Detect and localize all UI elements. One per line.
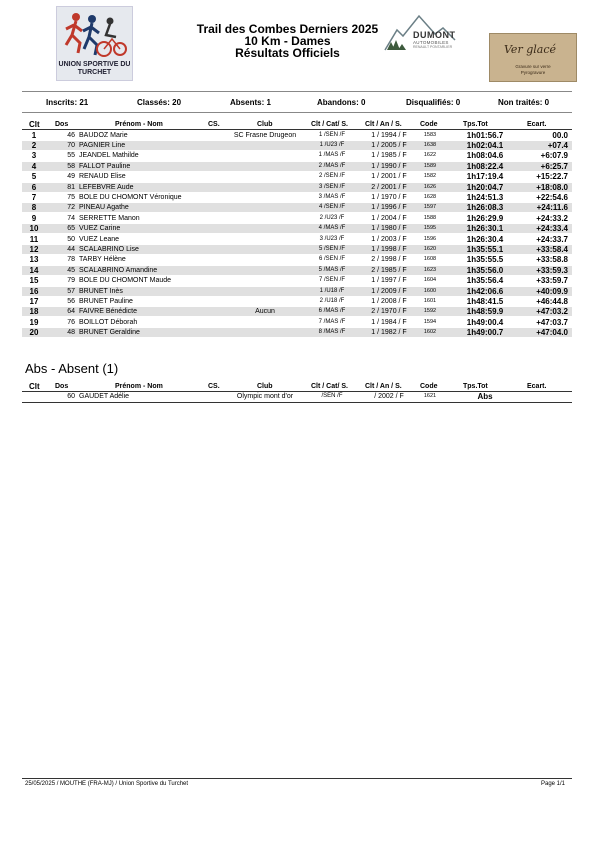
- category-rank-cell: 3 /U23 /F: [319, 235, 345, 242]
- gap-cell: +46:44.8: [536, 296, 568, 306]
- rank-cell: 10: [29, 224, 39, 234]
- col-club: Club: [257, 121, 273, 128]
- rank-cell: 12: [29, 244, 39, 254]
- col-code: Code: [420, 121, 438, 128]
- year-rank-cell: 2 / 2001 / F: [371, 183, 407, 191]
- bib-cell: 57: [67, 287, 75, 295]
- code-cell: 1595: [423, 225, 437, 232]
- gap-cell: +33:58.8: [536, 255, 568, 265]
- code-cell: 1620: [423, 245, 437, 252]
- col-an: Clt / An / S.: [365, 121, 402, 128]
- code-cell: 1604: [423, 277, 437, 284]
- category-rank-cell: 1 /MAS /F: [318, 152, 346, 159]
- gap-cell: +24:33.7: [536, 234, 568, 244]
- table-row: [22, 276, 572, 285]
- name-cell: SERRETTE Manon: [79, 214, 140, 222]
- sponsor-tagline-line2: Pyrogravure: [520, 70, 546, 75]
- gap-cell: +47:03.2: [536, 307, 568, 317]
- gap-cell: +6:25.7: [540, 161, 568, 171]
- code-cell: 1583: [423, 131, 437, 138]
- code-cell: 1602: [423, 329, 437, 336]
- bib-cell: 50: [67, 235, 75, 243]
- race-title: Trail des Combes Derniers 2025: [196, 22, 379, 36]
- name-cell: GAUDET Adélie: [79, 393, 130, 400]
- year-rank-cell: 1 / 2004 / F: [371, 214, 407, 222]
- stat-classes: Classés: 20: [137, 98, 182, 107]
- gap-cell: +15:22.7: [536, 172, 568, 182]
- table-row: [22, 172, 572, 181]
- category-rank-cell: 3 /SEN /F: [318, 183, 345, 190]
- col-gap: Ecart.: [527, 383, 547, 390]
- stat-absents: Absents: 1: [230, 98, 271, 107]
- col-name: Prénom - Nom: [115, 121, 163, 128]
- name-cell: PAGNIER Line: [79, 141, 126, 149]
- category-rank-cell: 6 /MAS /F: [318, 308, 346, 315]
- club-cell: Aucun: [255, 308, 275, 316]
- name-cell: LEFEBVRE Aude: [79, 183, 134, 191]
- time-cell: 1h49:00.7: [466, 328, 504, 338]
- name-cell: BRUNET Inès: [79, 287, 123, 295]
- table-row: [22, 193, 572, 202]
- footer-rule: [22, 778, 572, 779]
- table-row: [22, 224, 572, 233]
- name-cell: BRUNET Geraldine: [79, 329, 140, 337]
- table-row: [22, 328, 572, 337]
- name-cell: FAIVRE Bénédicte: [79, 308, 137, 316]
- year-rank-cell: 1 / 1996 / F: [371, 204, 407, 212]
- bib-cell: 55: [67, 152, 75, 160]
- bib-cell: 78: [67, 256, 75, 264]
- year-rank-cell: / 2002 / F: [374, 393, 404, 400]
- code-cell: 1638: [423, 141, 437, 148]
- col-time: Tps.Tot: [463, 383, 488, 390]
- club-cell: Olympic mont d'or: [236, 393, 294, 400]
- rank-cell: 15: [29, 276, 39, 286]
- footer-info: 25/05/2025 / MOUTHE (FRA-MJ) / Union Sportive du Turchet: [25, 781, 189, 787]
- bib-cell: 76: [67, 318, 75, 326]
- rank-cell: 1: [31, 130, 37, 140]
- results-label: Résultats Officiels: [235, 46, 340, 60]
- sponsor-dumont-sub: AUTOMOBILES: [413, 40, 449, 45]
- time-cell: 1h35:55.1: [466, 244, 504, 254]
- category-rank-cell: 5 /MAS /F: [318, 266, 346, 273]
- bib-cell: 79: [67, 277, 75, 285]
- col-cat: Clt / Cat/ S.: [311, 121, 348, 128]
- time-cell: 1h20:04.7: [466, 182, 504, 192]
- bib-cell: 60: [67, 393, 75, 400]
- rank-cell: 17: [29, 296, 39, 306]
- rank-cell: 2: [31, 140, 37, 150]
- time-cell: 1h26:30.4: [466, 234, 504, 244]
- gap-cell: +24:11.6: [536, 203, 568, 213]
- bib-cell: 58: [67, 162, 75, 170]
- rank-cell: 16: [29, 286, 39, 296]
- gap-cell: +24:33.4: [536, 224, 568, 234]
- year-rank-cell: 1 / 1985 / F: [371, 152, 407, 160]
- gap-cell: +33:59.3: [536, 265, 568, 275]
- year-rank-cell: 1 / 1997 / F: [371, 277, 407, 285]
- club-cell: SC Frasne Drugeon: [233, 131, 297, 139]
- table-row: [22, 255, 572, 264]
- category-rank-cell: 7 /SEN /F: [318, 277, 345, 284]
- table-row: [22, 151, 572, 160]
- table-row: [22, 266, 572, 275]
- name-cell: TARBY Hélène: [79, 256, 126, 264]
- gap-cell: +47:04.0: [536, 328, 568, 338]
- time-cell: 1h35:56.4: [466, 276, 504, 286]
- name-cell: VUEZ Leane: [79, 235, 120, 243]
- name-cell: FALLOT Pauline: [79, 162, 131, 170]
- time-cell: 1h48:41.5: [466, 296, 504, 306]
- category-rank-cell: 1 /U23 /F: [319, 141, 345, 148]
- category-rank-cell: /SEN /F: [321, 393, 343, 399]
- time-cell: 1h17:19.4: [466, 172, 504, 182]
- rank-cell: 6: [31, 182, 37, 192]
- code-cell: 1589: [423, 162, 437, 169]
- rank-cell: 3: [31, 151, 37, 161]
- time-cell: 1h42:06.6: [466, 286, 504, 296]
- year-rank-cell: 1 / 1984 / F: [371, 318, 407, 326]
- year-rank-cell: 1 / 2005 / F: [371, 141, 407, 149]
- gap-cell: +47:03.7: [536, 317, 568, 327]
- bib-cell: 46: [67, 131, 75, 139]
- name-cell: BAUDOZ Marie: [79, 131, 128, 139]
- category-rank-cell: 4 /SEN /F: [318, 204, 345, 211]
- table-row: [22, 318, 572, 327]
- rank-cell: 7: [31, 192, 37, 202]
- year-rank-cell: 1 / 2001 / F: [371, 173, 407, 181]
- time-cell: 1h26:29.9: [466, 213, 504, 223]
- divider: [22, 91, 572, 92]
- code-cell: 1628: [423, 193, 437, 200]
- code-cell: 1622: [423, 152, 437, 159]
- table-row: [22, 392, 572, 401]
- year-rank-cell: 1 / 2003 / F: [371, 235, 407, 243]
- stat-abandons: Abandons: 0: [317, 98, 366, 107]
- category-rank-cell: 3 /MAS /F: [318, 193, 346, 200]
- bib-cell: 75: [67, 193, 75, 201]
- rank-cell: 20: [29, 328, 39, 338]
- absent-section-title: Abs - Absent (1): [25, 361, 119, 376]
- name-cell: BRUNET Pauline: [79, 297, 133, 305]
- time-cell: 1h02:04.1: [466, 140, 504, 150]
- gap-cell: +33:58.4: [536, 244, 568, 254]
- table-row: [22, 287, 572, 296]
- year-rank-cell: 2 / 1970 / F: [371, 308, 407, 316]
- bib-cell: 72: [67, 204, 75, 212]
- time-cell: Abs: [477, 392, 493, 401]
- year-rank-cell: 1 / 1970 / F: [371, 193, 407, 201]
- category-rank-cell: 7 /MAS /F: [318, 318, 346, 325]
- table-row: [22, 307, 572, 316]
- name-cell: JEANDEL Mathilde: [79, 152, 139, 160]
- code-cell: 1592: [423, 308, 437, 315]
- name-cell: BOLE DU CHOMONT Véronique: [79, 193, 182, 201]
- time-cell: 1h35:56.0: [466, 265, 504, 275]
- code-cell: 1596: [423, 235, 437, 242]
- name-cell: PINEAU Agathe: [79, 204, 129, 212]
- bib-cell: 64: [67, 308, 75, 316]
- rank-cell: 18: [29, 307, 39, 317]
- gap-cell: +18:08.0: [536, 182, 568, 192]
- category-rank-cell: 1 /U18 /F: [319, 287, 345, 294]
- time-cell: 1h35:55.5: [466, 255, 504, 265]
- gap-cell: 00.0: [552, 130, 568, 140]
- table-row: [22, 183, 572, 192]
- col-club: Club: [257, 383, 273, 390]
- gap-cell: +6:07.9: [540, 151, 568, 161]
- col-dos: Dos: [55, 383, 69, 390]
- col-code: Code: [420, 383, 438, 390]
- year-rank-cell: 1 / 2009 / F: [371, 287, 407, 295]
- rank-cell: 13: [29, 255, 39, 265]
- category-rank-cell: 2 /U23 /F: [319, 214, 345, 221]
- rank-cell: 8: [31, 203, 37, 213]
- bib-cell: 49: [67, 173, 75, 181]
- sponsor-dumont-sub2: RENAULT PONTARLIER: [413, 45, 453, 49]
- name-cell: BOLE DU CHOMONT Maude: [79, 277, 172, 285]
- category-rank-cell: 4 /MAS /F: [318, 225, 346, 232]
- code-cell: 1621: [423, 393, 437, 399]
- absent-bottom-rule: [22, 402, 572, 403]
- category-rank-cell: 2 /U18 /F: [319, 297, 345, 304]
- category-rank-cell: 6 /SEN /F: [318, 256, 345, 263]
- table-row: [22, 131, 572, 140]
- table-row: [22, 141, 572, 150]
- table-row: [22, 245, 572, 254]
- col-dos: Dos: [55, 121, 69, 128]
- rank-cell: 9: [31, 213, 37, 223]
- page-number: Page 1/1: [541, 781, 566, 787]
- sponsor-dumont-brand: DUMONT: [413, 30, 456, 40]
- sponsor-ver-glace-name: Ver glacé: [504, 43, 556, 56]
- sponsor-ver-glace-tagline: [490, 64, 576, 76]
- runners-cyclist-icon: [62, 9, 127, 61]
- table-row: [22, 162, 572, 171]
- year-rank-cell: 2 / 1985 / F: [371, 266, 407, 274]
- col-an: Clt / An / S.: [365, 383, 402, 390]
- stat-non-traites: Non traités: 0: [498, 98, 550, 107]
- time-cell: 1h26:30.1: [466, 224, 504, 234]
- bib-cell: 48: [67, 329, 75, 337]
- bib-cell: 44: [67, 245, 75, 253]
- race-category: 10 Km - Dames: [244, 34, 331, 48]
- gap-cell: +07.4: [547, 140, 568, 150]
- bib-cell: 56: [67, 297, 75, 305]
- bib-cell: 74: [67, 214, 75, 222]
- rank-cell: 5: [31, 172, 37, 182]
- year-rank-cell: 1 / 1980 / F: [371, 225, 407, 233]
- time-cell: 1h24:51.3: [466, 192, 504, 202]
- time-cell: 1h49:00.4: [466, 317, 504, 327]
- col-clt: Clt: [29, 382, 40, 391]
- stat-disqualifies: Disqualifiés: 0: [406, 98, 461, 107]
- col-clt: Clt: [29, 120, 40, 129]
- category-rank-cell: 2 /SEN /F: [318, 173, 345, 180]
- bib-cell: 65: [67, 225, 75, 233]
- code-cell: 1600: [423, 287, 437, 294]
- time-cell: 1h08:22.4: [466, 161, 504, 171]
- sponsor-tagline-line1: Gravure sur verre: [515, 64, 551, 69]
- rank-cell: 14: [29, 265, 39, 275]
- code-cell: 1588: [423, 214, 437, 221]
- rank-cell: 11: [29, 234, 39, 244]
- time-cell: 1h08:04.6: [466, 151, 504, 161]
- time-cell: 1h26:08.3: [466, 203, 504, 213]
- name-cell: SCALABRINO Lise: [79, 245, 139, 253]
- year-rank-cell: 1 / 2008 / F: [371, 297, 407, 305]
- table-row: [22, 214, 572, 223]
- name-cell: RENAUD Elise: [79, 173, 126, 181]
- rank-cell: 4: [31, 161, 37, 171]
- gap-cell: +33:59.7: [536, 276, 568, 286]
- gap-cell: +22:54.6: [536, 192, 568, 202]
- name-cell: SCALABRINO Amandine: [79, 266, 158, 274]
- sponsor-ver-glace-logo: [489, 33, 577, 82]
- club-logo: [56, 6, 133, 81]
- col-gap: Ecart.: [527, 121, 547, 128]
- year-rank-cell: 1 / 1990 / F: [371, 162, 407, 170]
- stat-inscrits: Inscrits: 21: [46, 98, 89, 107]
- bib-cell: 45: [67, 266, 75, 274]
- gap-cell: +24:33.2: [536, 213, 568, 223]
- col-cs: CS.: [208, 121, 220, 128]
- sponsor-dumont-logo: [383, 14, 473, 52]
- gap-cell: +40:09.9: [536, 286, 568, 296]
- time-cell: 1h01:56.7: [466, 130, 504, 140]
- category-rank-cell: 2 /MAS /F: [318, 162, 346, 169]
- category-rank-cell: 1 /SEN /F: [318, 131, 345, 138]
- code-cell: 1601: [423, 297, 437, 304]
- year-rank-cell: 1 / 1982 / F: [371, 329, 407, 337]
- year-rank-cell: 1 / 1994 / F: [371, 131, 407, 139]
- code-cell: 1626: [423, 183, 437, 190]
- rank-cell: 19: [29, 317, 39, 327]
- col-cat: Clt / Cat/ S.: [311, 383, 348, 390]
- table-row: [22, 203, 572, 212]
- code-cell: 1594: [423, 318, 437, 325]
- code-cell: 1623: [423, 266, 437, 273]
- year-rank-cell: 2 / 1998 / F: [371, 256, 407, 264]
- category-rank-cell: 5 /SEN /F: [318, 245, 345, 252]
- name-cell: BOILLOT Déborah: [79, 318, 138, 326]
- bib-cell: 81: [67, 183, 75, 191]
- club-logo-name: UNION SPORTIVE DU TURCHET: [58, 61, 131, 76]
- table-row: [22, 235, 572, 244]
- year-rank-cell: 1 / 1998 / F: [371, 245, 407, 253]
- code-cell: 1582: [423, 173, 437, 180]
- table-row: [22, 297, 572, 306]
- bib-cell: 70: [67, 141, 75, 149]
- col-time: Tps.Tot: [463, 121, 488, 128]
- col-cs: CS.: [208, 383, 220, 390]
- divider: [22, 112, 572, 113]
- code-cell: 1608: [423, 256, 437, 263]
- col-name: Prénom - Nom: [115, 383, 163, 390]
- time-cell: 1h48:59.9: [466, 307, 504, 317]
- code-cell: 1597: [423, 204, 437, 211]
- category-rank-cell: 8 /MAS /F: [318, 329, 346, 336]
- name-cell: VUEZ Carine: [79, 225, 121, 233]
